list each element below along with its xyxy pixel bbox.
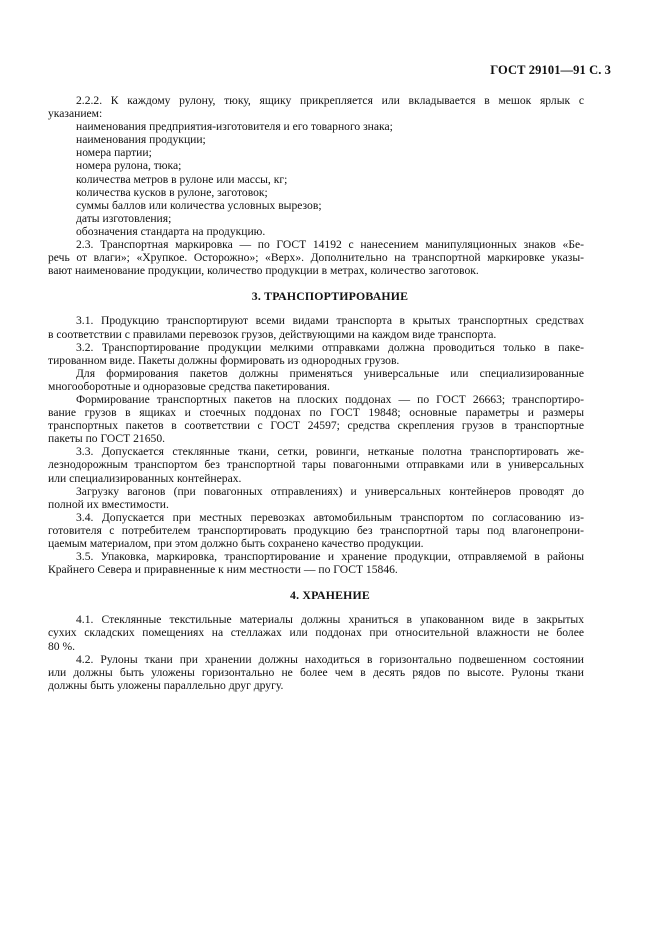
list-item: количества кусков в рулоне, заготовок; xyxy=(76,185,268,199)
text-line: готовителя с потребителем транспортировать продукцию без транспортной тары под влагонепрони- xyxy=(48,523,584,537)
paragraph-3-3-loading xyxy=(48,484,584,511)
paragraph-3-2-pallets xyxy=(48,392,584,446)
text-line: 3.1. Продукцию транспортируют всеми видами транспорта в крытых транспортных средствах xyxy=(76,314,584,328)
text-line: 3.2. Транспортирование продукции мелкими отправками должна проводиться только в паке- xyxy=(76,340,584,354)
text-line: Для формирования пакетов должны применяться универсальные или специализированные xyxy=(76,366,584,380)
label-requirements-list xyxy=(76,120,584,238)
text-line: 80 %. xyxy=(48,639,76,653)
document-body xyxy=(48,94,584,692)
text-line: пакеты по ГОСТ 21650. xyxy=(48,432,166,446)
paragraph-4-2 xyxy=(48,652,584,692)
paragraph-3-4 xyxy=(48,510,584,550)
paragraph-3-5 xyxy=(48,550,584,577)
text-line: 4.2. Рулоны ткани при хранении должны находиться в горизонтально подвешенном состоянии xyxy=(76,652,584,666)
paragraph-4-1 xyxy=(48,613,584,653)
text-line: 3.3. Допускается стеклянные ткани, сетки, ровинги, нетканые полотна транспортировать же- xyxy=(76,445,584,459)
text-line: речь от влаги»; «Хрупкое. Осторожно»; «Верх». Дополнительно на транспортной маркировке указы- xyxy=(48,251,584,265)
text-line: или специализированных контейнерах. xyxy=(48,471,242,485)
text-line: цаемым материалом, при этом должно быть сохранено качество продукции. xyxy=(48,537,424,550)
list-item: наименования предприятия-изготовителя и его товарного знака; xyxy=(76,120,393,134)
text-line: вают наименование продукции, количество продукции в метрах, количество заготовок. xyxy=(48,264,479,278)
text-line: тированном виде. Пакеты должны формировать из однородных грузов. xyxy=(48,353,400,367)
text-line: или должны быть уложены горизонтально не более чем в десять рядов по высоте. Рулоны ткани xyxy=(48,665,584,679)
text-line: сухих складских помещениях на стеллажах или поддонах при относительной влажности не более xyxy=(48,626,584,640)
list-item: суммы баллов или количества условных вырезов; xyxy=(76,198,322,212)
text-line: 4.1. Стеклянные текстильные материалы должны храниться в упакованном виде в закрытых xyxy=(76,613,584,627)
text-line: 3.4. Допускается при местных перевозках автомобильным транспортом по согласованию из- xyxy=(76,510,584,524)
paragraph-3-1 xyxy=(48,314,584,341)
text-line: вание грузов в ящиках и стоечных поддонах по ГОСТ 19848; основные параметры и размеры xyxy=(48,406,584,420)
paragraph-3-2-packaging xyxy=(48,366,584,393)
paragraph-2-2-2 xyxy=(48,94,584,121)
text-line: 3.5. Упаковка, маркировка, транспортирование и хранение продукции, отправляемой в районы xyxy=(76,550,584,564)
list-item: номера рулона, тюка; xyxy=(76,159,182,173)
list-item: наименования продукции; xyxy=(76,133,206,147)
text-line: Загрузку вагонов (при повагонных отправлениях) и универсальных контейнеров проводят до xyxy=(76,484,584,498)
paragraph-3-2 xyxy=(48,340,584,367)
list-item: номера партии; xyxy=(76,146,152,160)
text-line: Формирование транспортных пакетов на плоских поддонах — по ГОСТ 26663; транспортиро- xyxy=(76,392,584,406)
list-item: количества метров в рулоне или массы, кг; xyxy=(76,172,288,186)
paragraph-2-3 xyxy=(48,238,584,278)
list-item: обозначения стандарта на продукцию. xyxy=(76,224,266,238)
section-heading-storage: 4. ХРАНЕНИЕ xyxy=(290,588,370,603)
text-line: 2.2.2. К каждому рулону, тюку, ящику прикрепляется или вкладывается в мешок ярлык с xyxy=(76,94,584,107)
text-line: транспортных пакетов в соответствии с ГОСТ 24597; средства скрепления грузов в транспортные xyxy=(48,419,584,433)
text-line: 2.3. Транспортная маркировка — по ГОСТ 14192 с нанесением манипуляционных знаков «Бе- xyxy=(76,238,584,252)
page-header: ГОСТ 29101—91 С. 3 xyxy=(490,63,611,77)
text-line: в соответствии с правилами перевозок грузов, действующими на каждом виде транспорта. xyxy=(48,327,497,341)
text-line: Крайнего Севера и приравненные к ним местности — по ГОСТ 15846. xyxy=(48,563,398,577)
text-line: лезнодорожным транспортом без транспортной тары повагонными отправками или в универсальных xyxy=(48,458,584,472)
text-line: полной их вместимости. xyxy=(48,497,169,511)
list-item: даты изготовления; xyxy=(76,211,172,225)
paragraph-3-3 xyxy=(48,445,584,485)
text-line: многооборотные и одноразовые средства пакетирования. xyxy=(48,379,330,393)
text-line: должны быть уложены параллельно друг другу. xyxy=(48,678,284,692)
section-heading-transport: 3. ТРАНСПОРТИРОВАНИЕ xyxy=(251,289,409,304)
text-line: указанием: xyxy=(48,107,103,121)
